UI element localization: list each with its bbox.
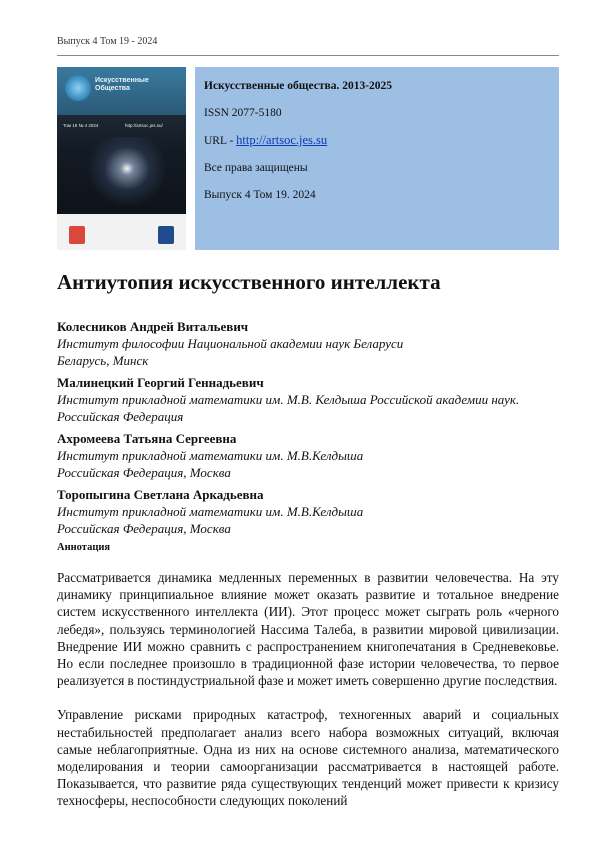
author-location: Беларусь, Минск bbox=[57, 353, 149, 368]
author-name: Малинецкий Георгий Геннадьевич bbox=[57, 375, 264, 390]
rights: Все права защищены bbox=[204, 162, 308, 174]
cover-footer bbox=[57, 214, 186, 250]
abstract-heading: Аннотация bbox=[57, 542, 111, 553]
author-affiliation: Институт прикладной математики им. М.В.Келдыша bbox=[57, 448, 364, 463]
author-affiliation: Институт философии Национальной академии наук Беларуси bbox=[57, 336, 404, 351]
journal-url-link[interactable]: http://artsoc.jes.su bbox=[236, 133, 328, 147]
author-location: Российская Федерация, Москва bbox=[57, 521, 231, 536]
author-affiliation: Институт прикладной математики им. М.В. Келдыша Российской академии наук. bbox=[57, 392, 520, 407]
abstract-paragraph: Управление рисками природных катастроф, техногенных аварий и социальных нестабильностей предполагает анализ всего набора возможных ситуаций, включая самые неблагоприятные. Одна из них на основе системного анализа, математического моделирования и теории самоорганизации рассматривается в настоящей работе. Показывается, что развитие ряда существующих тенденций может привести к кризису техносферы, неспособности следующих поколений bbox=[57, 707, 559, 809]
author-entry bbox=[57, 486, 559, 537]
info-issue: Выпуск 4 Том 19. 2024 bbox=[204, 189, 316, 201]
abstract-body bbox=[57, 569, 559, 827]
author-entry bbox=[57, 430, 559, 481]
author-name: Торопыгина Светлана Аркадьевна bbox=[57, 487, 264, 502]
author-name: Колесников Андрей Витальевич bbox=[57, 319, 249, 334]
journal-name: Искусственные общества. 2013-2025 bbox=[204, 80, 393, 92]
author-location: Российская Федерация, Москва bbox=[57, 465, 231, 480]
cover-url: http://artsoc.jes.su/ bbox=[125, 123, 163, 128]
author-location: Российская Федерация bbox=[57, 409, 184, 424]
cover-light-burst bbox=[87, 137, 167, 207]
abstract-paragraph: Рассматривается динамика медленных переменных в развитии человечества. На эту динамику принципиальное влияние может оказать развитие и тотальное внедрение систем искусственного интеллекта (ИИ). Этот процесс может сыграть роль «черного лебедя», пользуясь терминологией Нассима Талеба, в развитии мировой цивилизации. Внедрение ИИ можно сравнить с распространением книгопечатания в Средневековье. Но если последнее произошло в традиционной фазе истории человечества, то первое реализуется в постиндустриальной фазе и может иметь совершенно другие последствия. bbox=[57, 570, 559, 689]
cover-title: Искусственные Общества bbox=[95, 77, 149, 92]
journal-cover-image bbox=[57, 67, 186, 250]
university-logo-icon bbox=[158, 226, 174, 244]
brain-logo-icon bbox=[65, 75, 91, 101]
author-entry bbox=[57, 374, 559, 425]
cover-volume: Том 19 № 4 2024 bbox=[63, 123, 99, 128]
author-entry bbox=[57, 318, 559, 369]
article-title: Антиутопия искусственного интеллекта bbox=[57, 270, 441, 294]
issue-header: Выпуск 4 Том 19 - 2024 bbox=[57, 36, 158, 47]
journal-info-box bbox=[195, 67, 559, 250]
header-divider bbox=[57, 55, 559, 56]
author-affiliation: Институт прикладной математики им. М.В.Келдыша bbox=[57, 504, 364, 519]
author-list bbox=[57, 318, 559, 542]
journal-url-line: URL - http://artsoc.jes.su bbox=[204, 133, 328, 147]
author-name: Ахромеева Татьяна Сергеевна bbox=[57, 431, 237, 446]
publisher-logo-icon bbox=[69, 226, 85, 244]
issn: ISSN 2077-5180 bbox=[204, 107, 282, 119]
